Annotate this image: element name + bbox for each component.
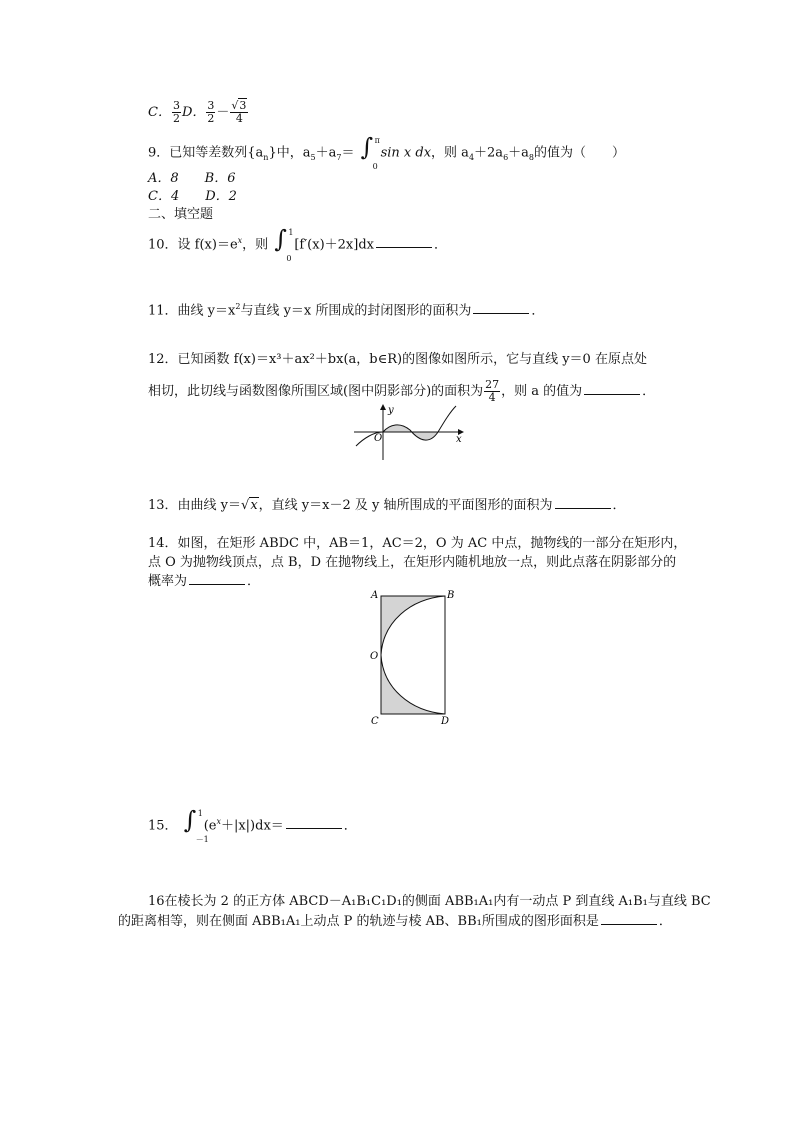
q12-fraction bbox=[484, 379, 500, 404]
integral-upper: 1 bbox=[288, 227, 294, 237]
frac-den: 4 bbox=[235, 112, 243, 125]
q8-option-c-fraction bbox=[172, 100, 181, 125]
fig-label-y: y bbox=[388, 405, 394, 416]
subscript: 8 bbox=[528, 153, 535, 163]
cubic-curve bbox=[356, 406, 456, 446]
q14-text: 概率为 bbox=[148, 574, 188, 589]
frac-num: 3 bbox=[207, 99, 215, 112]
integrand: ＋|x|)dx＝ bbox=[220, 818, 284, 834]
q13-text: 13．由曲线 y＝ bbox=[148, 498, 242, 513]
subscript: 4 bbox=[468, 153, 475, 163]
subscript: n bbox=[263, 153, 269, 163]
q12-figure bbox=[350, 402, 470, 462]
integral-sign: ∫ 1 －1 bbox=[182, 818, 204, 834]
superscript: x bbox=[237, 236, 243, 245]
q9-stem bbox=[148, 133, 626, 171]
integrand: (e bbox=[203, 818, 217, 834]
q9-options-ab: A．8 B．6 bbox=[148, 171, 236, 186]
answer-blank[interactable] bbox=[286, 827, 342, 829]
integral-lower: 0 bbox=[372, 162, 378, 171]
answer-blank[interactable] bbox=[376, 246, 432, 248]
q12-line1: 12．已知函数 f(x)＝x³＋ax²＋bx(a，b∈R)的图像如图所示，它与直线 y＝0 在原点处 bbox=[148, 352, 647, 367]
fig-label-c: C bbox=[371, 716, 379, 727]
q13-text: ． bbox=[612, 498, 626, 513]
q9-text: 9．已知等差数列{a bbox=[148, 145, 264, 161]
q9-text: ＋a bbox=[508, 145, 529, 161]
answer-blank[interactable] bbox=[189, 583, 245, 585]
q9-text: ，则 a bbox=[431, 145, 469, 161]
q16-line1: 16在棱长为 2 的正方体 ABCD－A₁B₁C₁D₁的侧面 ABB₁A₁内有一动点 P 到直线 A₁B₁与直线 BC bbox=[148, 894, 711, 909]
q11-text: 11．曲线 y＝x bbox=[148, 303, 236, 319]
q12-text: ，则 a 的值为 bbox=[501, 384, 583, 399]
q8-option-d-fraction2 bbox=[230, 100, 248, 125]
frac-den: 2 bbox=[207, 112, 215, 125]
section-heading: 二、填空题 bbox=[148, 207, 214, 222]
sqrt-radicand: x bbox=[250, 498, 258, 513]
q10-stem bbox=[148, 224, 447, 263]
integral-upper: π bbox=[374, 136, 380, 145]
frac-den: 4 bbox=[488, 391, 496, 404]
subscript: 5 bbox=[310, 153, 316, 163]
frac-den: 2 bbox=[172, 112, 180, 125]
fig-label-o: O bbox=[374, 433, 383, 444]
integrand: sin x dx bbox=[380, 145, 432, 161]
y-axis-arrow bbox=[380, 404, 386, 410]
q12-line2 bbox=[148, 379, 655, 404]
fig-label-a: A bbox=[371, 590, 379, 601]
q9-text: ＋a bbox=[315, 145, 337, 161]
superscript: 2 bbox=[235, 302, 241, 311]
fig-label-b: B bbox=[447, 590, 455, 601]
q9-options-cd: C．4 D．2 bbox=[148, 189, 237, 204]
q11-text: ． bbox=[531, 303, 545, 319]
q8-option-c-label: C． bbox=[148, 105, 171, 120]
subscript: 7 bbox=[336, 153, 342, 163]
fig-label-d: D bbox=[441, 716, 450, 727]
frac-num: √3 bbox=[231, 99, 247, 112]
q8-options bbox=[148, 100, 249, 125]
q14-text: ． bbox=[247, 574, 261, 589]
shaded-region bbox=[381, 596, 445, 714]
q15-stem bbox=[148, 805, 357, 844]
q14-line2: 点 O 为抛物线顶点，点 B，D 在抛物线上，在矩形内随机地放一点，则此点落在阴影部分的 bbox=[148, 555, 677, 570]
q12-text: ． bbox=[642, 384, 656, 399]
frac-num: 3 bbox=[172, 99, 180, 112]
fig-label-o: O bbox=[370, 651, 379, 662]
answer-blank[interactable] bbox=[584, 393, 640, 395]
q13-text: ，直线 y＝x－2 及 y 轴所围成的平面图形的面积为 bbox=[258, 498, 553, 513]
q8-option-d-label: D． bbox=[181, 105, 206, 120]
sqrt-radicand: 3 bbox=[239, 99, 247, 112]
q9-text: ＝ bbox=[341, 145, 355, 161]
q14-line3 bbox=[148, 574, 260, 590]
q11-text: 与直线 y＝x 所围成的封闭图形的面积为 bbox=[240, 303, 472, 319]
q13-stem: 13．由曲线 y＝√x，直线 y＝x－2 及 y 轴所围成的平面图形的面积为 ． bbox=[148, 498, 626, 513]
q9-text: ＋2a bbox=[474, 145, 504, 161]
q11-stem bbox=[148, 299, 544, 319]
answer-blank[interactable] bbox=[473, 312, 529, 314]
q9-text: }中，a bbox=[268, 145, 311, 161]
answer-blank[interactable] bbox=[601, 923, 657, 925]
q14-line1: 14．如图，在矩形 ABDC 中，AB＝1，AC＝2，O 为 AC 中点，抛物线的一部分在矩形内， bbox=[148, 536, 687, 551]
q15-text: ． bbox=[343, 818, 357, 834]
q8-option-d-fraction1 bbox=[206, 100, 215, 125]
superscript: x bbox=[216, 817, 221, 826]
integral-sign: ∫ π 0 bbox=[359, 145, 381, 161]
fig-label-x: x bbox=[456, 434, 462, 445]
q10-text: ，则 bbox=[242, 237, 269, 253]
answer-blank[interactable] bbox=[555, 507, 611, 509]
integral-upper: 1 bbox=[197, 808, 203, 818]
q12-text: 相切，此切线与函数图像所围区域(图中阴影部分)的面积为 bbox=[148, 384, 484, 399]
q15-text: 15． bbox=[148, 818, 178, 834]
integral-sign: ∫ 1 0 bbox=[272, 237, 294, 253]
integrand: [f′(x)＋2x]dx bbox=[294, 237, 374, 253]
integral-lower: －1 bbox=[195, 834, 209, 844]
frac-num: 27 bbox=[485, 378, 500, 391]
q16-text: 的距离相等，则在侧面 ABB₁A₁上动点 P 的轨迹与棱 AB、BB₁所围成的图形面积是 bbox=[118, 914, 599, 929]
minus-sign: － bbox=[216, 105, 230, 120]
q16-line2 bbox=[118, 914, 672, 930]
q14-figure bbox=[365, 587, 465, 727]
q10-text: ． bbox=[433, 237, 447, 253]
q16-text: ． bbox=[658, 914, 672, 929]
integral-lower: 0 bbox=[286, 253, 292, 263]
q9-text: 的值为（ ） bbox=[534, 145, 626, 161]
subscript: 6 bbox=[503, 153, 509, 163]
q10-text: 10．设 f(x)＝e bbox=[148, 237, 238, 253]
